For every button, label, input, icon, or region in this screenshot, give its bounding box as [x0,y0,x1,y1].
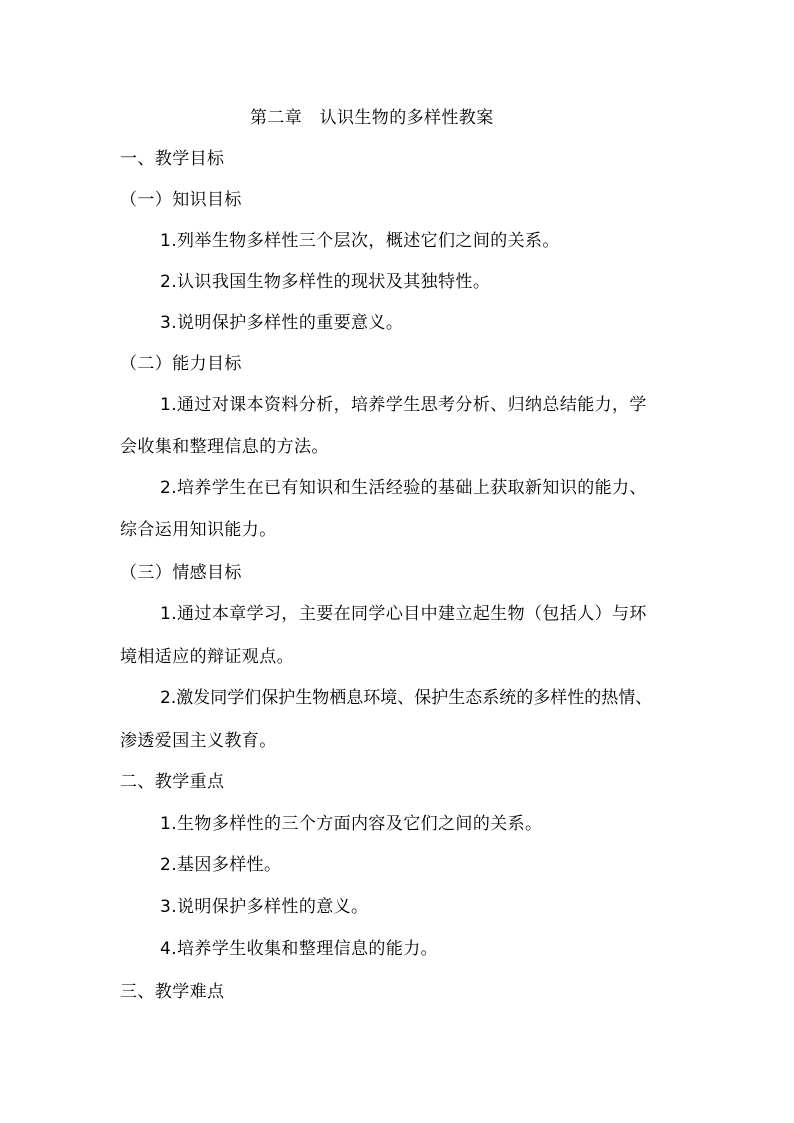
section-heading-objectives: 一、教学目标 [120,149,225,169]
ability-item-2-line-2: 综合运用知识能力。 [120,520,277,540]
ability-item-2-line-1: 2.培养学生在已有知识和生活经验的基础上获取新知识的能力、 [160,478,647,498]
key-point-item-2: 2.基因多样性。 [160,855,282,875]
knowledge-item-1: 1.列举生物多样性三个层次，概述它们之间的关系。 [160,231,560,251]
key-point-item-4: 4.培养学生收集和整理信息的能力。 [160,939,439,959]
ability-item-1-line-1: 1.通过对课本资料分析，培养学生思考分析、归纳总结能力，学 [160,395,647,415]
emotion-item-1-line-1: 1.通过本章学习，主要在同学心目中建立起生物（包括人）与环 [160,604,647,624]
subsection-heading-ability: （二）能力目标 [120,354,242,374]
emotion-item-2-line-2: 渗透爱国主义教育。 [120,731,277,751]
section-heading-difficulties: 三、教学难点 [120,982,225,1002]
subsection-heading-emotion: （三）情感目标 [120,563,242,583]
section-heading-key-points: 二、教学重点 [120,772,225,792]
emotion-item-2-line-1: 2.激发同学们保护生物栖息环境、保护生态系统的多样性的热情、 [160,688,653,708]
ability-item-1-line-2: 会收集和整理信息的方法。 [120,437,329,457]
knowledge-item-2: 2.认识我国生物多样性的现状及其独特性。 [160,272,491,292]
subsection-heading-knowledge: （一）知识目标 [120,190,242,210]
key-point-item-1: 1.生物多样性的三个方面内容及它们之间的关系。 [160,814,543,834]
knowledge-item-3: 3.说明保护多样性的重要意义。 [160,313,404,333]
emotion-item-1-line-2: 境相适应的辩证观点。 [120,647,294,667]
document-title: 第二章 认识生物的多样性教案 [250,108,494,128]
key-point-item-3: 3.说明保护多样性的意义。 [160,897,369,917]
